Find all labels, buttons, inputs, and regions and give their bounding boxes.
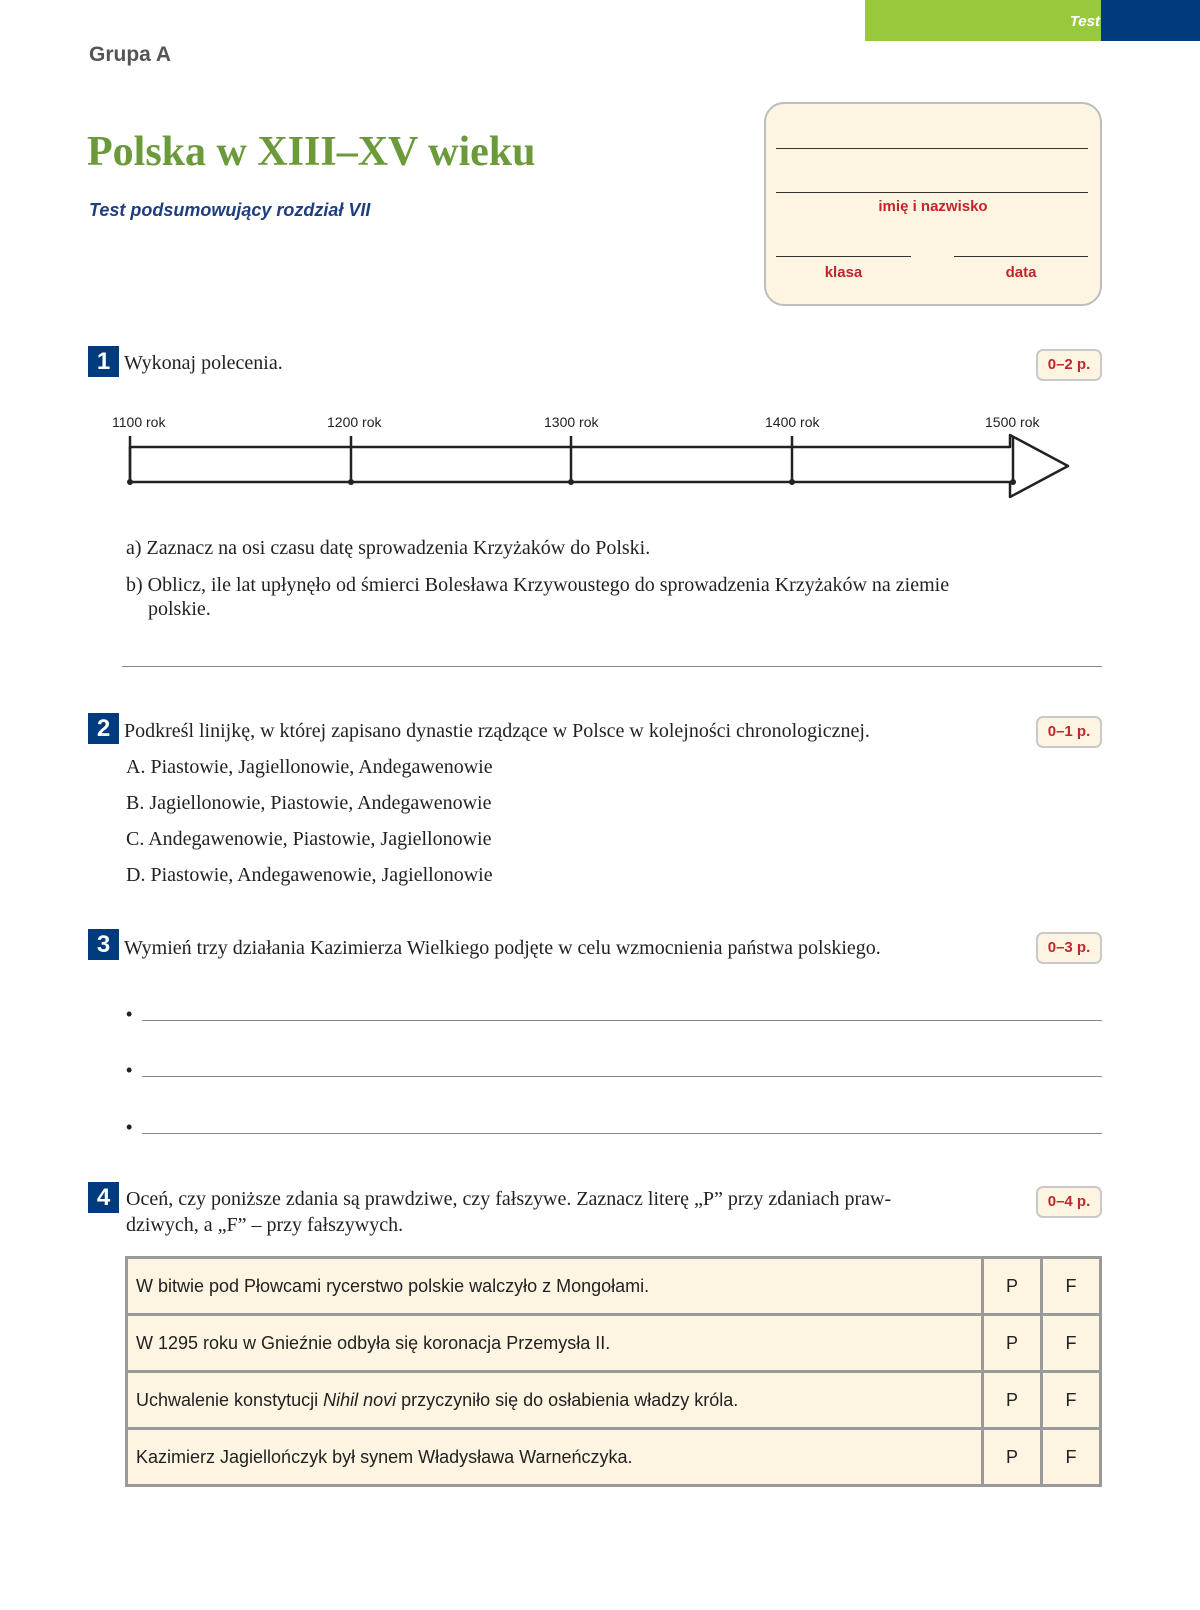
statement-text-italic: Nihil novi bbox=[323, 1389, 397, 1410]
group-label: Grupa A bbox=[89, 43, 172, 66]
table-row bbox=[127, 1258, 1101, 1315]
true-option[interactable]: P bbox=[983, 1258, 1042, 1315]
header-blue-bar bbox=[1101, 0, 1200, 41]
true-option[interactable]: P bbox=[983, 1429, 1042, 1486]
false-option[interactable]: F bbox=[1042, 1258, 1101, 1315]
timeline-label-1100: 1100 rok bbox=[112, 414, 166, 430]
bullet-1: • bbox=[126, 1004, 133, 1024]
statement-text: Kazimierz Jagiellończyk był synem Władysława Warneńczyka. bbox=[127, 1429, 983, 1486]
timeline-label-1300: 1300 rok bbox=[544, 414, 599, 430]
timeline-label-1500: 1500 rok bbox=[985, 414, 1040, 430]
answer-option-b[interactable]: B. Jagiellonowie, Piastowie, Andegawenowie bbox=[126, 792, 492, 814]
true-option[interactable]: P bbox=[983, 1315, 1042, 1372]
question-1-task-b-continuation: polskie. bbox=[148, 598, 211, 620]
answer-line-q1[interactable] bbox=[122, 666, 1102, 667]
table-row bbox=[127, 1429, 1101, 1486]
timeline-axis[interactable] bbox=[120, 432, 1080, 502]
answer-option-c[interactable]: C. Andegawenowie, Piastowie, Jagiellonowie bbox=[126, 828, 492, 850]
question-number-4: 4 bbox=[88, 1182, 119, 1213]
question-4-instruction-continuation: dziwych, a „F” – przy fałszywych. bbox=[126, 1214, 404, 1236]
date-field-label: data bbox=[1005, 264, 1037, 281]
statement-text bbox=[127, 1372, 983, 1429]
points-badge-1: 0–2 p. bbox=[1036, 349, 1102, 381]
true-option[interactable]: P bbox=[983, 1372, 1042, 1429]
points-badge-2: 0–1 p. bbox=[1036, 716, 1102, 748]
question-number-3: 3 bbox=[88, 929, 119, 960]
statement-text: W bitwie pod Płowcami rycerstwo polskie walczyło z Mongołami. bbox=[127, 1258, 983, 1315]
true-false-table bbox=[125, 1256, 1102, 1487]
answer-line-q3-2[interactable] bbox=[142, 1076, 1102, 1077]
bullet-3: • bbox=[126, 1117, 133, 1137]
date-field[interactable] bbox=[954, 256, 1088, 257]
name-field[interactable] bbox=[776, 192, 1088, 193]
header-test-label: Test bbox=[1069, 13, 1100, 30]
false-option[interactable]: F bbox=[1042, 1429, 1101, 1486]
class-field-label: klasa bbox=[824, 264, 863, 281]
answer-option-d[interactable]: D. Piastowie, Andegawenowie, Jagiellonowie bbox=[126, 864, 493, 886]
statement-text-before: Uchwalenie konstytucji bbox=[136, 1389, 324, 1410]
timeline-label-1200: 1200 rok bbox=[327, 414, 382, 430]
answer-option-a[interactable]: A. Piastowie, Jagiellonowie, Andegawenowie bbox=[126, 756, 493, 778]
student-info-box bbox=[764, 102, 1102, 306]
question-1-task-a: a) Zaznacz na osi czasu datę sprowadzenia Krzyżaków do Polski. bbox=[126, 537, 651, 559]
table-row bbox=[127, 1315, 1101, 1372]
answer-line-q3-3[interactable] bbox=[142, 1133, 1102, 1134]
question-4-instruction: Oceń, czy poniższe zdania są prawdziwe, czy fałszywe. Zaznacz literę „P” przy zdaniach praw- bbox=[126, 1188, 892, 1210]
answer-line-q3-1[interactable] bbox=[142, 1020, 1102, 1021]
question-3-instruction: Wymień trzy działania Kazimierza Wielkiego podjęte w celu wzmocnienia państwa polskiego. bbox=[124, 937, 881, 959]
question-number-2: 2 bbox=[88, 713, 119, 744]
bullet-2: • bbox=[126, 1060, 133, 1080]
name-field-label: imię i nazwisko bbox=[878, 198, 988, 215]
points-badge-3: 0–3 p. bbox=[1036, 932, 1102, 964]
class-field[interactable] bbox=[776, 256, 911, 257]
statement-text-after: przyczyniło się do osłabienia władzy króla. bbox=[396, 1389, 739, 1410]
false-option[interactable]: F bbox=[1042, 1315, 1101, 1372]
false-option[interactable]: F bbox=[1042, 1372, 1101, 1429]
table-row bbox=[127, 1372, 1101, 1429]
question-number-1: 1 bbox=[88, 346, 119, 377]
blank-line[interactable] bbox=[776, 148, 1088, 149]
question-1-instruction: Wykonaj polecenia. bbox=[124, 352, 283, 374]
question-1-task-b: b) Oblicz, ile lat upłynęło od śmierci Bolesława Krzywoustego do sprowadzenia Krzyżaków na ziemie bbox=[126, 574, 950, 596]
timeline-label-1400: 1400 rok bbox=[765, 414, 820, 430]
question-2-instruction: Podkreśl linijkę, w której zapisano dynastie rządzące w Polsce w kolejności chronologicznej. bbox=[124, 720, 870, 742]
points-badge-4: 0–4 p. bbox=[1036, 1186, 1102, 1218]
page-subtitle: Test podsumowujący rozdział VII bbox=[89, 200, 371, 220]
statement-text: W 1295 roku w Gnieźnie odbyła się koronacja Przemysła II. bbox=[127, 1315, 983, 1372]
page-title: Polska w XIII–XV wieku bbox=[87, 129, 536, 175]
